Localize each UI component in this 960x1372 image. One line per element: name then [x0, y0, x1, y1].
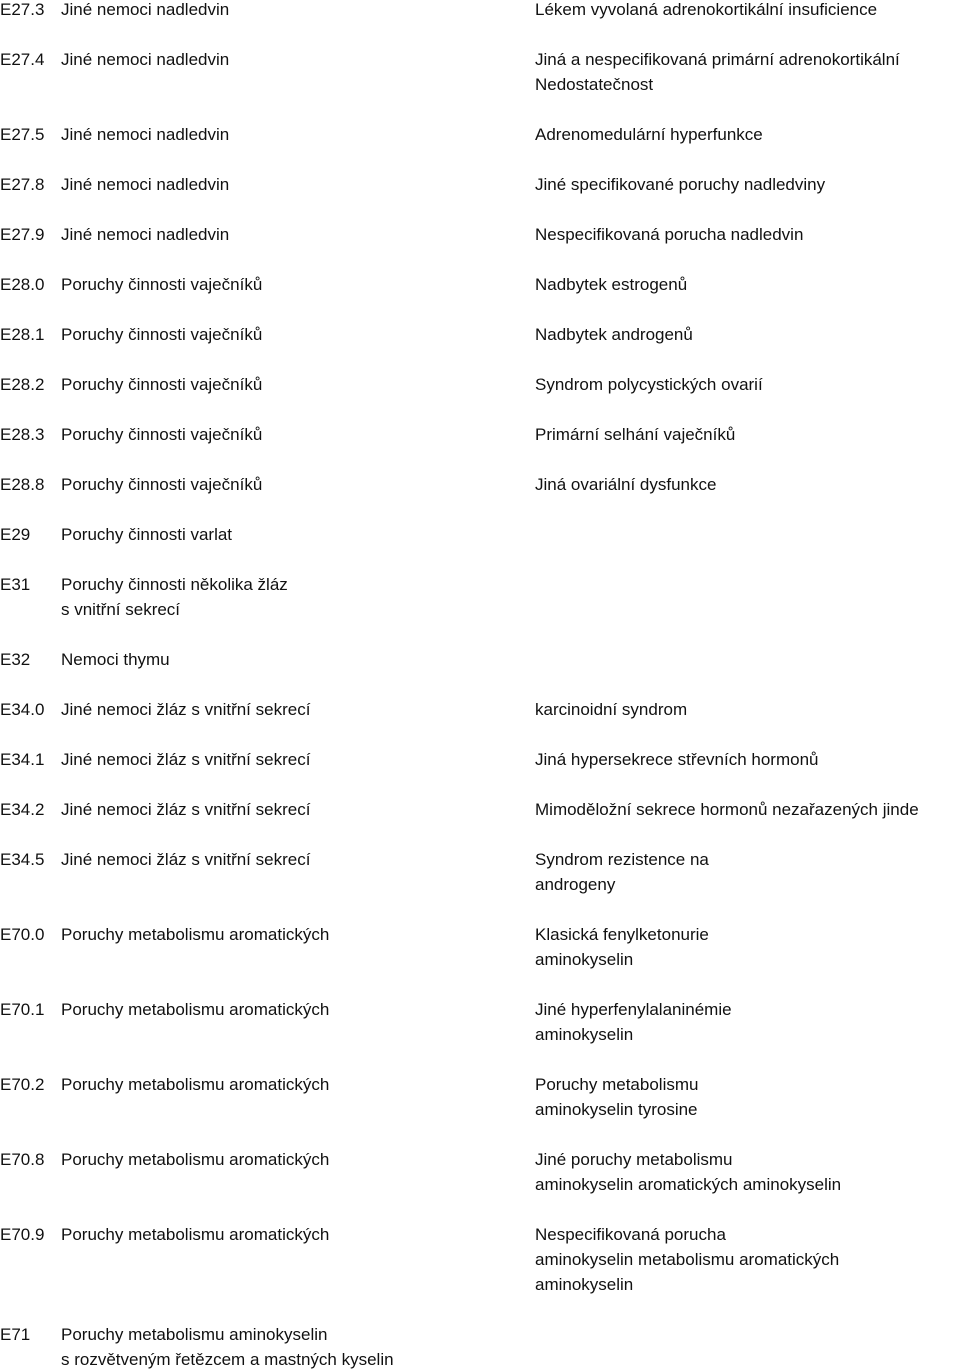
diagnosis-description	[535, 1147, 960, 1197]
diagnosis-description	[535, 372, 960, 397]
description-line: Syndrom rezistence na	[535, 850, 709, 869]
group-line: Poruchy činnosti vaječníků	[61, 425, 263, 444]
description-line: Primární selhání vaječníků	[535, 425, 736, 444]
description-line: aminokyselin tyrosine	[535, 1100, 698, 1119]
diagnosis-code: E28.0	[0, 275, 45, 294]
group-line: Poruchy metabolismu aromatických	[61, 1150, 330, 1169]
diagnosis-code: E27.5	[0, 125, 45, 144]
group-line: Poruchy činnosti vaječníků	[61, 475, 263, 494]
description-line: Nedostatečnost	[535, 75, 654, 94]
description-line: Jiné poruchy metabolismu	[535, 1150, 733, 1169]
diagnosis-code: E34.0	[0, 700, 45, 719]
diagnosis-description	[535, 997, 960, 1047]
group-line: s vnitřní sekrecí	[61, 600, 181, 619]
diagnosis-code: E70.9	[0, 1225, 45, 1244]
group-line: Poruchy metabolismu aromatických	[61, 1000, 330, 1019]
diagnosis-group	[61, 0, 521, 22]
group-line: Nemoci thymu	[61, 650, 170, 669]
diagnosis-group	[61, 697, 521, 722]
diagnosis-description	[535, 422, 960, 447]
description-line: Poruchy metabolismu	[535, 1075, 699, 1094]
group-line: Jiné nemoci žláz s vnitřní sekrecí	[61, 700, 311, 719]
diagnosis-code: E31	[0, 575, 31, 594]
diagnosis-description	[535, 697, 960, 722]
diagnosis-description	[535, 122, 960, 147]
group-line: Poruchy metabolismu aromatických	[61, 1225, 330, 1244]
group-line: Jiné nemoci žláz s vnitřní sekrecí	[61, 850, 311, 869]
diagnosis-code: E27.9	[0, 225, 45, 244]
group-line: s rozvětveným řetězcem a mastných kyselin	[61, 1350, 394, 1369]
description-line: Nadbytek androgenů	[535, 325, 693, 344]
group-line: Poruchy činnosti varlat	[61, 525, 233, 544]
description-line: Jiné hyperfenylalaninémie	[535, 1000, 732, 1019]
diagnosis-description	[535, 272, 960, 297]
diagnosis-group	[61, 797, 521, 822]
diagnosis-description	[535, 797, 960, 822]
group-line: Poruchy metabolismu aromatických	[61, 925, 330, 944]
group-line: Poruchy činnosti vaječníků	[61, 375, 263, 394]
diagnosis-group	[61, 322, 521, 347]
description-line: androgeny	[535, 875, 616, 894]
diagnosis-group	[61, 472, 521, 497]
diagnosis-code: E28.8	[0, 475, 45, 494]
diagnosis-description	[535, 1072, 960, 1122]
diagnosis-group	[61, 747, 521, 772]
description-line: Nespecifikovaná porucha	[535, 1225, 726, 1244]
diagnosis-group	[61, 922, 521, 947]
diagnosis-group	[61, 172, 521, 197]
diagnosis-code: E70.8	[0, 1150, 45, 1169]
group-line: Poruchy metabolismu aromatických	[61, 1075, 330, 1094]
group-line: Jiné nemoci nadledvin	[61, 50, 230, 69]
diagnosis-group	[61, 47, 521, 72]
diagnosis-description	[535, 847, 960, 897]
group-line: Poruchy činnosti vaječníků	[61, 275, 263, 294]
diagnosis-code: E70.2	[0, 1075, 45, 1094]
diagnosis-code: E34.1	[0, 750, 45, 769]
diagnosis-code: E27.3	[0, 0, 45, 19]
diagnosis-code: E28.3	[0, 425, 45, 444]
diagnosis-group	[61, 647, 521, 672]
diagnosis-code: E70.0	[0, 925, 45, 944]
diagnosis-code: E34.5	[0, 850, 45, 869]
description-line: aminokyselin metabolismu aromatických	[535, 1250, 840, 1269]
diagnosis-group	[61, 1147, 521, 1172]
description-line: aminokyselin	[535, 1275, 634, 1294]
description-line: aminokyselin	[535, 1025, 634, 1044]
description-line: Jiná ovariální dysfunkce	[535, 475, 717, 494]
diagnosis-description	[535, 0, 960, 22]
diagnosis-group	[61, 1322, 521, 1372]
diagnosis-group	[61, 847, 521, 872]
diagnosis-group	[61, 372, 521, 397]
description-line: Lékem vyvolaná adrenokortikální insuficience	[535, 0, 878, 19]
diagnosis-description	[535, 747, 960, 772]
diagnosis-code: E27.4	[0, 50, 45, 69]
description-line: Syndrom polycystických ovarií	[535, 375, 763, 394]
description-line: karcinoidní syndrom	[535, 700, 688, 719]
diagnosis-code: E29	[0, 525, 31, 544]
group-line: Poruchy činnosti vaječníků	[61, 325, 263, 344]
group-line: Jiné nemoci nadledvin	[61, 0, 230, 19]
diagnosis-group	[61, 1222, 521, 1247]
description-line: Nadbytek estrogenů	[535, 275, 688, 294]
diagnosis-group	[61, 997, 521, 1022]
group-line: Poruchy činnosti několika žláz	[61, 575, 288, 594]
diagnosis-code: E27.8	[0, 175, 45, 194]
description-line: Adrenomedulární hyperfunkce	[535, 125, 763, 144]
diagnosis-code: E71	[0, 1325, 31, 1344]
group-line: Jiné nemoci nadledvin	[61, 125, 230, 144]
diagnosis-description	[535, 47, 960, 97]
group-line: Jiné nemoci nadledvin	[61, 225, 230, 244]
description-line: Mimoděložní sekrece hormonů nezařazených jinde	[535, 800, 919, 819]
group-line: Jiné nemoci žláz s vnitřní sekrecí	[61, 750, 311, 769]
description-line: Klasická fenylketonurie	[535, 925, 709, 944]
diagnosis-description	[535, 172, 960, 197]
diagnosis-code: E32	[0, 650, 31, 669]
diagnosis-code: E28.2	[0, 375, 45, 394]
diagnosis-code: E34.2	[0, 800, 45, 819]
group-line: Jiné nemoci žláz s vnitřní sekrecí	[61, 800, 311, 819]
description-line: Jiné specifikované poruchy nadledviny	[535, 175, 826, 194]
description-line: aminokyselin aromatických aminokyselin	[535, 1175, 842, 1194]
diagnosis-group	[61, 1072, 521, 1097]
diagnosis-description	[535, 1222, 960, 1297]
diagnosis-description	[535, 472, 960, 497]
diagnosis-group	[61, 572, 521, 622]
diagnosis-group	[61, 222, 521, 247]
description-line: Jiná a nespecifikovaná primární adrenokortikální	[535, 50, 900, 69]
diagnosis-description	[535, 322, 960, 347]
diagnosis-code: E28.1	[0, 325, 45, 344]
description-line: Nespecifikovaná porucha nadledvin	[535, 225, 804, 244]
diagnosis-code: E70.1	[0, 1000, 45, 1019]
description-line: Jiná hypersekrece střevních hormonů	[535, 750, 819, 769]
description-line: aminokyselin	[535, 950, 634, 969]
diagnosis-group	[61, 272, 521, 297]
diagnosis-group	[61, 122, 521, 147]
diagnosis-description	[535, 222, 960, 247]
diagnosis-group	[61, 422, 521, 447]
group-line: Poruchy metabolismu aminokyselin	[61, 1325, 328, 1344]
group-line: Jiné nemoci nadledvin	[61, 175, 230, 194]
diagnosis-group	[61, 522, 521, 547]
diagnosis-description	[535, 922, 960, 972]
